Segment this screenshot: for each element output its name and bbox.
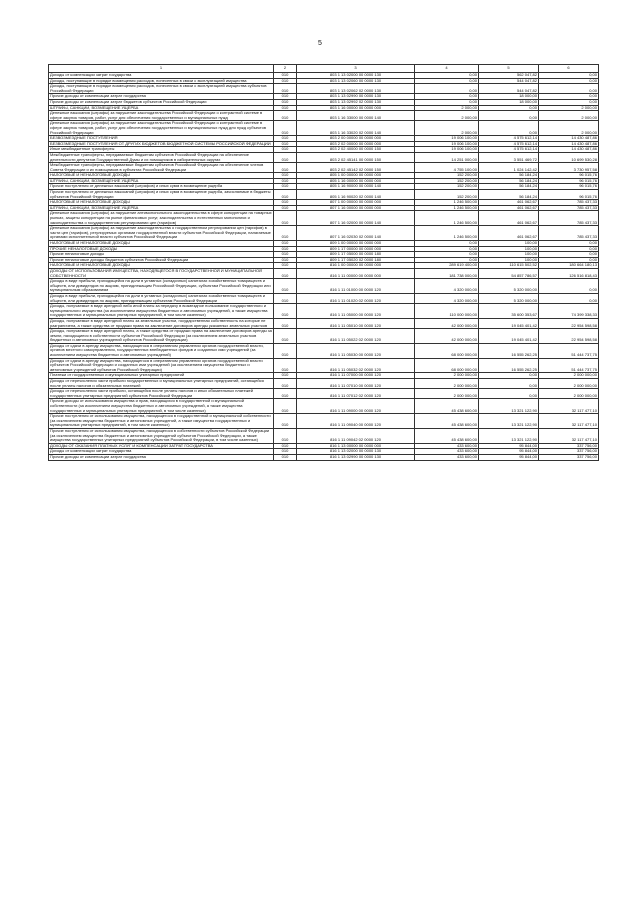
table-row [49, 304, 599, 319]
row-executed-amount-cell: 13 321 122,90 [479, 399, 539, 414]
row-budget-code-cell: 816 1 13 02990 00 0000 130 [297, 454, 415, 460]
row-budget-code-cell: 803 1 13 02000 00 0000 130 [297, 73, 415, 79]
row-line-code-cell: 010 [274, 184, 297, 190]
row-line-code-cell: 010 [274, 78, 297, 84]
row-plan-amount-cell: 433 600,00 [415, 443, 479, 449]
row-name-cell: Доходы, получаемые в виде арендной платы, а также средства от продажи права на заключение договоров аренды за земли, находящиеся в собственности субъектов Российской Федерации (за исключением земельных участков бюджетных и автономных учреждений субъектов Российской Федерации) [50, 328, 272, 343]
row-plan-amount-cell: 19 006 100,00 [415, 141, 479, 147]
header-cell-1: 1 [49, 65, 274, 73]
row-remaining-amount-cell: 10 699 530,28 [539, 152, 599, 162]
row-remaining-amount-cell: 785 437,33 [539, 205, 599, 211]
row-plan-amount-cell: 0,00 [415, 73, 479, 79]
header-cell-6: 6 [539, 65, 599, 73]
row-budget-code-cell: 816 1 11 05000 00 0000 120 [297, 304, 415, 319]
row-line-code-cell: 010 [274, 226, 297, 241]
row-line-code-cell: 010 [274, 389, 297, 399]
row-name-cell: Межбюджетные трансферты, передаваемые бюджетам субъектов Российской Федерации на обеспечение деятельности депутатов Государственной Думы и их помощников в избирательных округах [49, 152, 274, 162]
row-budget-code-cell: 816 1 11 05010 00 0000 120 [297, 318, 415, 328]
row-name-cell: Прочие доходы от компенсации затрат бюджетов субъектов Российской Федерации [49, 99, 274, 105]
row-line-code-cell: 010 [274, 178, 297, 184]
row-plan-amount-cell: 19 006 100,00 [415, 147, 479, 153]
row-line-code-cell: 010 [274, 358, 297, 373]
row-budget-code-cell: 816 1 11 05030 00 0000 120 [297, 343, 415, 358]
row-line-code-cell: 010 [274, 279, 297, 294]
row-name-cell: Прочие доходы от компенсации затрат государства [49, 454, 274, 460]
row-budget-code-cell: 805 1 00 00000 00 0000 000 [297, 173, 415, 179]
row-name-cell: Денежные взыскания (штрафы) за нарушение законодательства о государственном регулировании цен (тарифов) в части цен (тарифов), регулируемых органами государственной власти субъектов Российской Федерации, налагаемые органами исполнительной власти субъектов Российской Федерации [49, 226, 274, 241]
row-line-code-cell: 010 [274, 246, 297, 252]
row-remaining-amount-cell: 0,00 [539, 241, 599, 247]
row-budget-code-cell: 816 1 00 00000 00 0000 000 [297, 263, 415, 269]
row-remaining-amount-cell: 785 437,33 [539, 200, 599, 206]
row-line-code-cell: 010 [274, 329, 297, 344]
row-line-code-cell: 010 [274, 205, 297, 211]
table-row [49, 279, 599, 294]
row-plan-amount-cell: 19 006 100,00 [415, 136, 479, 142]
row-budget-code-cell: 807 1 16 00000 00 0000 000 [297, 205, 415, 211]
row-name-cell: Прочие поступления от денежных взысканий (штрафов) и иных сумм в возмещение ущерба, зачисляемые в бюджеты субъектов Российской Федерации [49, 190, 274, 200]
row-plan-amount-cell: 152 200,00 [415, 184, 479, 190]
row-remaining-amount-cell: 32 117 477,10 [539, 428, 599, 443]
row-plan-amount-cell: 42 000 000,00 [415, 318, 479, 328]
row-budget-code-cell: 809 1 00 00000 00 0000 000 [297, 241, 415, 247]
row-line-code-cell: 010 [274, 173, 297, 179]
row-executed-amount-cell: 13 321 122,90 [479, 414, 539, 429]
row-executed-amount-cell: 461 062,67 [479, 200, 539, 206]
table-row [49, 318, 599, 328]
row-plan-amount-cell: 4 320 000,00 [415, 279, 479, 294]
row-plan-amount-cell: 181 738 000,00 [415, 268, 479, 278]
row-budget-code-cell: 816 1 11 09040 00 0000 120 [297, 414, 415, 429]
row-name-cell: Доходы от сдачи в аренду имущества, находящегося в оперативном управлении органов государственной власти, органов местного самоуправления, государственных внебюджетных фондов и созданных ими учреждений (за исключением имущества бюджетных и автономных учреждений) [49, 343, 274, 358]
row-remaining-amount-cell: 337 756,00 [539, 454, 599, 460]
row-executed-amount-cell: 18 000,00 [479, 94, 539, 100]
row-line-code-cell: 010 [274, 105, 297, 111]
table-row [49, 379, 599, 389]
row-remaining-amount-cell: 785 437,33 [539, 226, 599, 241]
row-line-code-cell: 010 [274, 454, 297, 460]
row-remaining-amount-cell: 2 000,00 [539, 105, 599, 111]
row-remaining-amount-cell: 0,00 [539, 84, 599, 94]
row-executed-amount-cell: 4 575 612,14 [479, 147, 539, 153]
row-remaining-amount-cell: 22 954 598,58 [539, 329, 599, 344]
table-row [49, 293, 599, 303]
row-budget-code-cell: 807 1 16 02030 02 0000 140 [297, 226, 415, 241]
row-remaining-amount-cell: 785 437,33 [539, 211, 599, 226]
row-line-code-cell: 010 [274, 379, 297, 389]
row-line-code-cell: 010 [274, 73, 297, 79]
row-budget-code-cell: 805 1 16 00000 00 0000 000 [297, 178, 415, 184]
row-name-cell: Доходы, получаемые в виде арендной платы за земельные участки, государственная собственность на которые не разграничена, а также средства от продажи права на заключение договоров аренды указанных земельных участков [49, 318, 274, 328]
row-executed-amount-cell: 544 047,82 [479, 78, 539, 84]
row-plan-amount-cell: 2 000 000,00 [415, 379, 479, 389]
row-name-cell: ШТРАФЫ, САНКЦИИ, ВОЗМЕЩЕНИЕ УЩЕРБА [49, 105, 274, 111]
row-plan-amount-cell: 45 438 600,00 [415, 399, 479, 414]
row-name-cell: ШТРАФЫ, САНКЦИИ, ВОЗМЕЩЕНИЕ УЩЕРБА [49, 205, 274, 211]
row-budget-code-cell: 816 1 11 09042 02 0000 120 [297, 428, 415, 443]
row-budget-code-cell: 803 2 00 00000 00 0000 000 [297, 136, 415, 142]
row-name-cell: Доходы, поступающие в порядке возмещения расходов, понесенных в связи с эксплуатацией имущества [49, 78, 274, 84]
row-remaining-amount-cell: 22 954 598,58 [539, 318, 599, 328]
row-line-code-cell: 010 [274, 449, 297, 455]
row-plan-amount-cell: 1 246 500,00 [415, 211, 479, 226]
row-name-cell: Прочие поступления от использования имущества, находящегося в собственности субъектов Российской Федерации (за исключением имущества бюджетных и автономных учреждений субъектов Российской Федерации, а также имущества государственных унитарных предприятий субъектов Российской Федерации, в том числе казенных) [49, 428, 274, 443]
header-cell-4: 4 [415, 65, 479, 73]
row-executed-amount-cell: 100,00 [479, 241, 539, 247]
row-budget-code-cell: 816 1 11 07010 00 0000 120 [297, 379, 415, 389]
table-row [49, 190, 599, 200]
table-row [49, 152, 599, 162]
row-remaining-amount-cell: 2 000 000,00 [539, 389, 599, 399]
row-plan-amount-cell: 4 320 000,00 [415, 293, 479, 303]
row-budget-code-cell: 809 1 17 05000 00 0000 180 [297, 252, 415, 258]
row-line-code-cell: 010 [274, 252, 297, 258]
row-line-code-cell: 010 [274, 414, 297, 429]
row-line-code-cell: 010 [274, 136, 297, 142]
row-line-code-cell: 010 [274, 94, 297, 100]
table-row [49, 454, 599, 460]
row-budget-code-cell: 816 1 13 02000 00 0000 130 [297, 449, 415, 455]
row-name-cell: Прочие неналоговые доходы [49, 252, 274, 258]
row-line-code-cell: 010 [274, 211, 297, 226]
row-budget-code-cell: 816 1 13 00000 00 0000 000 [297, 443, 415, 449]
row-name-cell: БЕЗВОЗМЕЗДНЫЕ ПОСТУПЛЕНИЯ [49, 136, 274, 142]
row-name-cell: Прочие доходы от использования имущества и прав, находящихся в государственной и муниципальной собственности (за исключением имущества бюджетных и автономных учреждений, а также имущества государственных и муниципальных унитарных предприятий, в том числе казенных) [49, 399, 274, 414]
row-line-code-cell: 010 [274, 141, 297, 147]
row-plan-amount-cell: 0,00 [415, 257, 479, 263]
row-executed-amount-cell: 54 857 786,57 [479, 268, 539, 278]
row-executed-amount-cell: 95 844,00 [479, 443, 539, 449]
row-executed-amount-cell: 19 045 401,42 [479, 329, 539, 344]
row-executed-amount-cell: 13 321 122,90 [479, 428, 539, 443]
row-name-cell: Денежные взыскания (штрафы) за нарушение антимонопольного законодательства в сфере конкуренции на товарных рынках, защиты конкуренции на рынке финансовых услуг, законодательства о естественных монополиях и законодательства о государственном регулировании цен (тарифов) [50, 210, 272, 225]
row-budget-code-cell: 816 1 11 05022 02 0000 120 [297, 329, 415, 344]
row-line-code-cell: 010 [274, 318, 297, 328]
table-row [49, 428, 599, 443]
row-budget-code-cell: 807 1 16 02000 00 0000 140 [297, 211, 415, 226]
row-remaining-amount-cell: 0,00 [539, 94, 599, 100]
row-name-cell: Доходы от компенсации затрат государства [49, 73, 274, 79]
row-name-cell: Прочие поступления от денежных взысканий (штрафов) и иных сумм в возмещение ущерба [49, 184, 274, 190]
row-executed-amount-cell: 56 184,24 [479, 178, 539, 184]
row-plan-amount-cell: 152 200,00 [415, 173, 479, 179]
row-plan-amount-cell: 0,00 [415, 246, 479, 252]
row-line-code-cell: 010 [274, 152, 297, 162]
row-name-cell: Прочие поступления от использования имущества, находящегося в государственной и муниципальной собственности (за исключением имущества бюджетных и автономных учреждений, а также имущества государственных и муниципальных унитарных предприятий, в том числе казенных) [49, 414, 274, 429]
row-executed-amount-cell: 4 575 612,14 [479, 136, 539, 142]
row-remaining-amount-cell: 2 000,00 [539, 111, 599, 121]
row-executed-amount-cell: 3 551 469,72 [479, 152, 539, 162]
row-remaining-amount-cell: 14 430 487,86 [539, 136, 599, 142]
row-remaining-amount-cell: 0,00 [539, 246, 599, 252]
row-name-cell: Денежные взыскания (штрафы) за нарушение законодательства Российской Федерации о контрактной системе в сфере закупок товаров, работ, услуг для обеспечения государственных и муниципальных нужд [49, 111, 274, 121]
row-plan-amount-cell: 289 619 400,00 [415, 263, 479, 269]
row-executed-amount-cell: 5 320 000,00 [479, 279, 539, 294]
row-plan-amount-cell: 45 438 600,00 [415, 414, 479, 429]
row-plan-amount-cell: 433 600,00 [415, 454, 479, 460]
row-executed-amount-cell: 1 024 142,42 [479, 163, 539, 173]
row-remaining-amount-cell: 14 430 487,86 [539, 141, 599, 147]
row-remaining-amount-cell: 126 516 818,43 [539, 268, 599, 278]
row-plan-amount-cell: 42 000 000,00 [415, 329, 479, 344]
row-executed-amount-cell: 5 320 000,00 [479, 293, 539, 303]
row-plan-amount-cell: 4 755 100,00 [415, 163, 479, 173]
row-budget-code-cell: 803 1 16 33020 02 0000 140 [297, 121, 415, 136]
row-executed-amount-cell: 56 184,24 [479, 190, 539, 200]
row-line-code-cell: 010 [274, 343, 297, 358]
row-budget-code-cell: 807 1 00 00000 00 0000 000 [297, 200, 415, 206]
row-executed-amount-cell: 0,00 [479, 105, 539, 111]
row-budget-code-cell: 805 1 16 90000 00 0000 140 [297, 184, 415, 190]
row-plan-amount-cell: 0,00 [415, 94, 479, 100]
row-remaining-amount-cell: 2 000 000,00 [539, 379, 599, 389]
row-name-cell: Доходы в виде прибыли, приходящейся на доли в уставных (складочных) капиталах хозяйственных товариществ и обществ, или дивидендов по акциям, принадлежащим Российской Федерации, субъектам Российской Федерации или муниципальным образованиям [49, 279, 274, 294]
row-line-code-cell: 010 [274, 84, 297, 94]
row-line-code-cell: 010 [274, 190, 297, 200]
row-remaining-amount-cell: 96 015,76 [539, 173, 599, 179]
row-budget-code-cell: 803 2 02 45141 00 0000 150 [297, 152, 415, 162]
row-plan-amount-cell: 1 246 500,00 [415, 226, 479, 241]
row-line-code-cell: 010 [274, 399, 297, 414]
row-remaining-amount-cell: 74 399 338,33 [539, 304, 599, 319]
row-name-cell: Доходы, получаемые в виде арендной либо иной платы за передачу в возмездное пользование государственного и муниципального имущества (за исключением имущества бюджетных и автономных учреждений, а также имущества государственных и муниципальных унитарных предприятий, в том числе казенных) [49, 304, 274, 319]
row-plan-amount-cell: 0,00 [415, 78, 479, 84]
row-executed-amount-cell: 100,00 [479, 252, 539, 258]
row-name-cell: Доходы от перечисления части прибыли, остающейся после уплаты налогов и иных обязательных платежей государственных унитарных предприятий субъектов Российской Федерации [49, 389, 274, 399]
row-executed-amount-cell: 562 047,82 [479, 73, 539, 79]
table-row [49, 399, 599, 414]
row-budget-code-cell: 803 1 16 33000 00 0000 140 [297, 111, 415, 121]
row-budget-code-cell: 803 1 13 02062 02 0000 130 [297, 84, 415, 94]
row-plan-amount-cell: 152 200,00 [415, 190, 479, 200]
row-line-code-cell: 010 [274, 293, 297, 303]
row-remaining-amount-cell: 2 000,00 [539, 121, 599, 136]
row-line-code-cell: 010 [274, 373, 297, 379]
row-remaining-amount-cell: 0,00 [539, 279, 599, 294]
row-plan-amount-cell: 1 246 500,00 [415, 205, 479, 211]
row-executed-amount-cell: 100,00 [479, 246, 539, 252]
row-line-code-cell: 010 [274, 163, 297, 173]
row-executed-amount-cell: 0,00 [479, 389, 539, 399]
header-cell-2: 2 [274, 65, 297, 73]
row-remaining-amount-cell: 0,00 [539, 293, 599, 303]
row-executed-amount-cell: 461 062,67 [479, 205, 539, 211]
row-budget-code-cell: 803 1 13 02060 00 0000 130 [297, 78, 415, 84]
row-budget-code-cell: 803 1 13 02992 02 0000 130 [297, 99, 415, 105]
row-executed-amount-cell: 461 062,67 [479, 226, 539, 241]
row-line-code-cell: 010 [274, 147, 297, 153]
row-budget-code-cell: 816 1 11 07000 00 0000 120 [297, 373, 415, 379]
table-row [49, 121, 599, 136]
row-line-code-cell: 010 [274, 268, 297, 278]
row-plan-amount-cell: 1 246 500,00 [415, 200, 479, 206]
row-executed-amount-cell: 461 062,67 [479, 211, 539, 226]
row-remaining-amount-cell: 0,00 [539, 99, 599, 105]
row-name-cell: Прочие неналоговые доходы бюджетов субъектов Российской Федерации [49, 257, 274, 263]
row-budget-code-cell: 816 1 11 01020 02 0000 120 [297, 293, 415, 303]
row-executed-amount-cell: 16 555 262,25 [479, 358, 539, 373]
table-body [49, 73, 599, 461]
row-line-code-cell: 010 [274, 263, 297, 269]
row-executed-amount-cell: 110 615 502,52 [479, 263, 539, 269]
row-remaining-amount-cell: 14 430 487,86 [539, 147, 599, 153]
row-remaining-amount-cell: 180 664 180,13 [539, 263, 599, 269]
table-row [49, 358, 599, 373]
row-remaining-amount-cell: 2 000 000,00 [539, 373, 599, 379]
header-cell-3: 3 [297, 65, 415, 73]
row-plan-amount-cell: 0,00 [415, 241, 479, 247]
row-name-cell: Прочие доходы от компенсации затрат государства [49, 94, 274, 100]
row-plan-amount-cell: 0,00 [415, 99, 479, 105]
row-plan-amount-cell: 2 000 000,00 [415, 373, 479, 379]
table-row [49, 268, 599, 278]
row-remaining-amount-cell: 337 756,00 [539, 443, 599, 449]
row-line-code-cell: 010 [274, 121, 297, 136]
row-name-cell: ДОХОДЫ ОТ ОКАЗАНИЯ ПЛАТНЫХ УСЛУГ И КОМПЕНСАЦИИ ЗАТРАТ ГОСУДАРСТВА [49, 443, 274, 449]
row-name-cell: Доходы, поступающие в порядке возмещения расходов, понесенных в связи с эксплуатацией имущества субъектов Российской Федерации [49, 84, 274, 94]
row-budget-code-cell: 816 1 11 00000 00 0000 000 [297, 268, 415, 278]
row-plan-amount-cell: 110 000 000,00 [415, 304, 479, 319]
row-plan-amount-cell: 2 000,00 [415, 111, 479, 121]
row-name-cell: Доходы в виде прибыли, приходящейся на доли в уставных (складочных) капиталах хозяйственных товариществ и обществ, или дивидендов по акциям, принадлежащим субъектам Российской Федерации [49, 293, 274, 303]
row-name-cell: НАЛОГОВЫЕ И НЕНАЛОГОВЫЕ ДОХОДЫ [49, 263, 274, 269]
row-name-cell: Доходы от компенсации затрат государства [49, 449, 274, 455]
row-executed-amount-cell: 56 184,24 [479, 184, 539, 190]
row-budget-code-cell: 816 1 11 05032 02 0000 120 [297, 358, 415, 373]
row-line-code-cell: 010 [274, 443, 297, 449]
row-name-cell: ШТРАФЫ, САНКЦИИ, ВОЗМЕЩЕНИЕ УЩЕРБА [49, 178, 274, 184]
row-budget-code-cell: 809 1 17 05020 02 0000 180 [297, 257, 415, 263]
row-remaining-amount-cell: 51 444 737,75 [539, 343, 599, 358]
row-line-code-cell: 010 [274, 111, 297, 121]
row-budget-code-cell: 803 1 13 02990 00 0000 130 [297, 94, 415, 100]
row-plan-amount-cell: 0,00 [415, 252, 479, 258]
row-name-cell: НАЛОГОВЫЕ И НЕНАЛОГОВЫЕ ДОХОДЫ [49, 173, 274, 179]
row-remaining-amount-cell: 0,00 [539, 78, 599, 84]
row-remaining-amount-cell: 51 444 737,75 [539, 358, 599, 373]
row-name-cell: Доходы от перечисления части прибыли государственных и муниципальных унитарных предприятий, остающейся после уплаты налогов и обязательных платежей [49, 379, 274, 389]
row-line-code-cell: 010 [274, 241, 297, 247]
row-plan-amount-cell: 68 000 000,00 [415, 358, 479, 373]
row-remaining-amount-cell: 32 117 477,10 [539, 399, 599, 414]
row-remaining-amount-cell: 3 730 957,58 [539, 163, 599, 173]
row-executed-amount-cell: 0,00 [479, 373, 539, 379]
row-executed-amount-cell: 35 600 353,67 [479, 304, 539, 319]
row-remaining-amount-cell: 0,00 [539, 252, 599, 258]
row-budget-code-cell: 816 1 11 01000 00 0000 120 [297, 279, 415, 294]
table-row [49, 84, 599, 94]
row-line-code-cell: 010 [274, 200, 297, 206]
row-executed-amount-cell: 4 575 612,14 [479, 141, 539, 147]
row-name-cell: НАЛОГОВЫЕ И НЕНАЛОГОВЫЕ ДОХОДЫ [49, 200, 274, 206]
row-plan-amount-cell: 14 251 000,00 [415, 152, 479, 162]
table-row [49, 414, 599, 429]
row-budget-code-cell: 803 1 16 00000 00 0000 000 [297, 105, 415, 111]
row-name-cell: Межбюджетные трансферты, передаваемые бюджетам субъектов Российской Федерации на обеспечение членов Совета Федерации и их помощников в субъектах Российской Федерации [49, 163, 274, 173]
table-row [49, 343, 599, 358]
table-row [49, 329, 599, 344]
row-executed-amount-cell: 95 844,00 [479, 454, 539, 460]
row-budget-code-cell: 816 1 11 09000 00 0000 120 [297, 399, 415, 414]
row-remaining-amount-cell: 96 015,76 [539, 190, 599, 200]
row-budget-code-cell: 809 1 17 00000 00 0000 000 [297, 246, 415, 252]
row-name-cell: ПРОЧИЕ НЕНАЛОГОВЫЕ ДОХОДЫ [49, 246, 274, 252]
table-row [49, 389, 599, 399]
row-line-code-cell: 010 [274, 428, 297, 443]
table-row [49, 211, 599, 226]
row-executed-amount-cell: 95 844,00 [479, 449, 539, 455]
budget-table [48, 64, 599, 461]
row-remaining-amount-cell: 0,00 [539, 257, 599, 263]
row-line-code-cell: 010 [274, 304, 297, 319]
table-row [49, 111, 599, 121]
row-plan-amount-cell: 0,00 [415, 84, 479, 94]
row-plan-amount-cell: 2 000,00 [415, 105, 479, 111]
row-budget-code-cell: 816 1 11 07012 02 0000 120 [297, 389, 415, 399]
row-plan-amount-cell: 68 000 000,00 [415, 343, 479, 358]
table-row [49, 163, 599, 173]
row-executed-amount-cell: 16 555 262,25 [479, 343, 539, 358]
row-budget-code-cell: 805 1 16 90020 02 0000 140 [297, 190, 415, 200]
row-plan-amount-cell: 2 000,00 [415, 121, 479, 136]
row-name-cell: Денежные взыскания (штрафы) за нарушение законодательства Российской Федерации о контрактной системе в сфере закупок товаров, работ, услуг для обеспечения государственных и муниципальных нужд для нужд субъектов Российской Федерации [49, 121, 274, 136]
row-budget-code-cell: 803 2 02 40000 00 0000 150 [297, 147, 415, 153]
row-name-cell: НАЛОГОВЫЕ И НЕНАЛОГОВЫЕ ДОХОДЫ [49, 241, 274, 247]
row-remaining-amount-cell: 96 015,76 [539, 178, 599, 184]
row-budget-code-cell: 803 2 02 45142 02 0000 150 [297, 163, 415, 173]
row-executed-amount-cell: 56 184,24 [479, 173, 539, 179]
row-plan-amount-cell: 433 600,00 [415, 449, 479, 455]
row-name-cell: ДОХОДЫ ОТ ИСПОЛЬЗОВАНИЯ ИМУЩЕСТВА, НАХОДЯЩЕГОСЯ В ГОСУДАРСТВЕННОЙ И МУНИЦИПАЛЬНОЙ СОБСТВЕННОСТИ [49, 268, 274, 278]
row-remaining-amount-cell: 0,00 [539, 73, 599, 79]
row-remaining-amount-cell: 32 117 477,10 [539, 414, 599, 429]
page-number: 5 [318, 40, 322, 47]
row-executed-amount-cell: 0,00 [479, 111, 539, 121]
header-row [49, 65, 599, 73]
row-line-code-cell: 010 [274, 257, 297, 263]
table-row [49, 226, 599, 241]
row-name-cell: Иные межбюджетные трансферты [49, 147, 274, 153]
row-executed-amount-cell: 544 047,82 [479, 84, 539, 94]
row-executed-amount-cell: 0,00 [479, 379, 539, 389]
row-plan-amount-cell: 2 000 000,00 [415, 389, 479, 399]
row-name-cell: БЕЗВОЗМЕЗДНЫЕ ПОСТУПЛЕНИЯ ОТ ДРУГИХ БЮДЖЕТОВ БЮДЖЕТНОЙ СИСТЕМЫ РОССИЙСКОЙ ФЕДЕРАЦИИ [49, 141, 274, 147]
row-executed-amount-cell: 19 045 401,42 [479, 318, 539, 328]
row-budget-code-cell: 803 2 02 00000 00 0000 000 [297, 141, 415, 147]
row-executed-amount-cell: 100,00 [479, 257, 539, 263]
row-name-cell: Платежи от государственных и муниципальных унитарных предприятий [49, 373, 274, 379]
row-executed-amount-cell: 18 000,00 [479, 99, 539, 105]
header-cell-5: 5 [479, 65, 539, 73]
row-remaining-amount-cell: 96 015,76 [539, 184, 599, 190]
row-line-code-cell: 010 [274, 99, 297, 105]
row-plan-amount-cell: 152 200,00 [415, 178, 479, 184]
row-executed-amount-cell: 0,00 [479, 121, 539, 136]
row-plan-amount-cell: 45 438 600,00 [415, 428, 479, 443]
row-name-cell: Доходы от сдачи в аренду имущества, находящегося в оперативном управлении органов государственной власти субъектов Российской Федерации и созданных ими учреждений (за исключением имущества бюджетных и автономных учреждений субъектов Российской Федерации) [49, 358, 274, 373]
row-remaining-amount-cell: 337 756,00 [539, 449, 599, 455]
